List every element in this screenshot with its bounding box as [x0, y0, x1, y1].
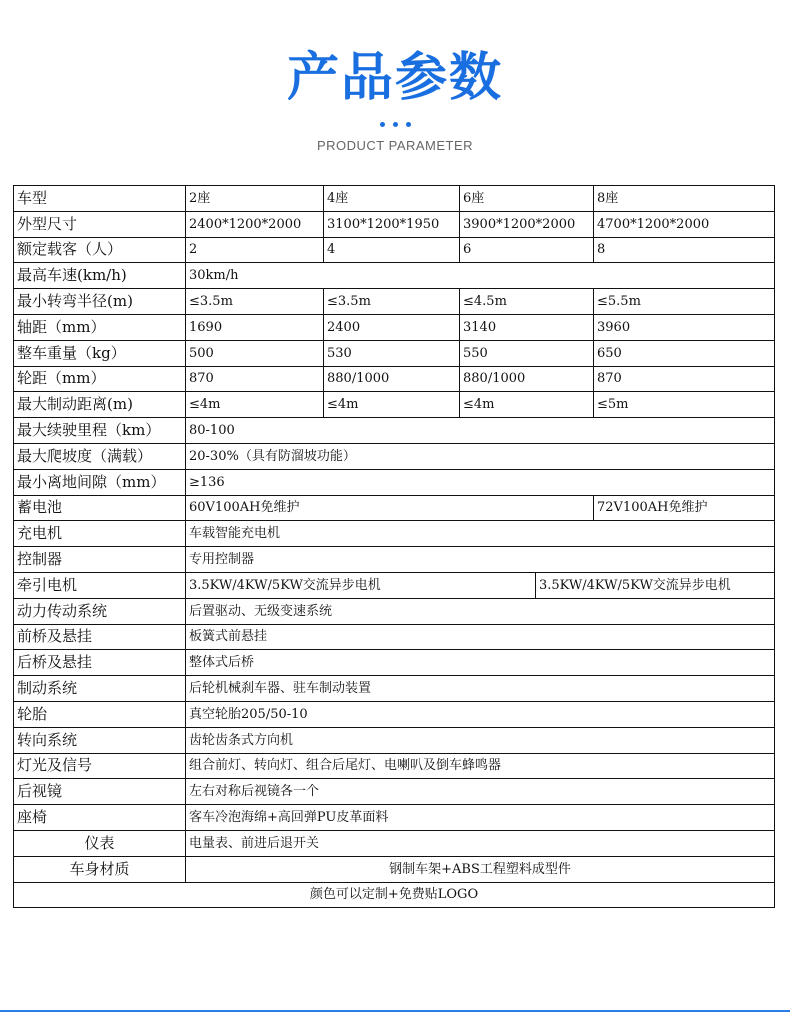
table-cell: 530 — [324, 340, 460, 366]
row-label: 最大制动距离(m) — [14, 392, 186, 418]
table-cell: 左右对称后视镜各一个 — [186, 779, 775, 805]
table-row — [14, 727, 775, 753]
spec-table — [13, 185, 775, 908]
table-cell: ≤4m — [186, 392, 324, 418]
table-cell: 880/1000 — [324, 366, 460, 392]
row-label: 车身材质 — [14, 856, 186, 882]
table-row — [14, 650, 775, 676]
bottom-divider — [0, 1010, 790, 1012]
table-cell: 电量表、前进后退开关 — [186, 830, 775, 856]
table-row — [14, 392, 775, 418]
table-cell: 后置驱动、无级变速系统 — [186, 598, 775, 624]
row-label: 整车重量（kg） — [14, 340, 186, 366]
row-label: 充电机 — [14, 521, 186, 547]
row-label: 前桥及悬挂 — [14, 624, 186, 650]
table-row — [14, 572, 775, 598]
model-6-seat: 6座 — [460, 186, 594, 212]
footer-note: 颜色可以定制+免费贴LOGO — [14, 882, 775, 908]
row-label: 转向系统 — [14, 727, 186, 753]
table-cell: 60V100AH免维护 — [186, 495, 594, 521]
table-cell: 齿轮齿条式方向机 — [186, 727, 775, 753]
table-cell: 车载智能充电机 — [186, 521, 775, 547]
table-row — [14, 753, 775, 779]
table-cell: ≤5m — [594, 392, 775, 418]
row-label: 后视镜 — [14, 779, 186, 805]
table-row — [14, 314, 775, 340]
table-cell: 4700*1200*2000 — [594, 211, 775, 237]
table-row — [14, 211, 775, 237]
table-row — [14, 289, 775, 315]
model-2-seat: 2座 — [186, 186, 324, 212]
model-8-seat: 8座 — [594, 186, 775, 212]
table-cell: 3.5KW/4KW/5KW交流异步电机 — [536, 572, 775, 598]
row-label: 外型尺寸 — [14, 211, 186, 237]
table-cell: 专用控制器 — [186, 547, 775, 573]
row-label: 最小转弯半径(m) — [14, 289, 186, 315]
table-cell: 6 — [460, 237, 594, 263]
row-label: 后桥及悬挂 — [14, 650, 186, 676]
row-label: 制动系统 — [14, 676, 186, 702]
table-row-header — [14, 186, 775, 212]
table-cell: 2400*1200*2000 — [186, 211, 324, 237]
table-cell: 整体式后桥 — [186, 650, 775, 676]
dot-icon — [380, 122, 385, 127]
page-subtitle: PRODUCT PARAMETER — [316, 138, 474, 153]
row-label: 蓄电池 — [14, 495, 186, 521]
table-cell: 3100*1200*1950 — [324, 211, 460, 237]
table-cell: 870 — [594, 366, 775, 392]
dot-icon — [406, 122, 411, 127]
row-label: 轴距（mm） — [14, 314, 186, 340]
table-cell: 880/1000 — [460, 366, 594, 392]
table-cell: ≤4m — [324, 392, 460, 418]
table-cell: 板簧式前悬挂 — [186, 624, 775, 650]
table-cell: 2400 — [324, 314, 460, 340]
table-row — [14, 676, 775, 702]
table-row — [14, 882, 775, 908]
table-row — [14, 366, 775, 392]
row-label: 最小离地间隙（mm） — [14, 469, 186, 495]
row-label: 车型 — [14, 186, 186, 212]
table-cell: 870 — [186, 366, 324, 392]
table-row — [14, 443, 775, 469]
table-row — [14, 263, 775, 289]
table-cell: ≤3.5m — [186, 289, 324, 315]
row-label: 最大续驶里程（km） — [14, 418, 186, 444]
table-row — [14, 779, 775, 805]
table-cell: 500 — [186, 340, 324, 366]
table-cell: 3.5KW/4KW/5KW交流异步电机 — [186, 572, 536, 598]
table-cell: 8 — [594, 237, 775, 263]
page-title: 产品参数 — [286, 48, 503, 108]
table-cell: ≥136 — [186, 469, 775, 495]
table-cell: ≤4.5m — [460, 289, 594, 315]
table-cell: ≤3.5m — [324, 289, 460, 315]
table-cell: 后轮机械刹车器、驻车制动装置 — [186, 676, 775, 702]
table-cell: 3140 — [460, 314, 594, 340]
table-cell: 真空轮胎205/50-10 — [186, 701, 775, 727]
row-label: 座椅 — [14, 805, 186, 831]
table-row — [14, 830, 775, 856]
row-label: 轮胎 — [14, 701, 186, 727]
table-cell: 4 — [324, 237, 460, 263]
row-label: 灯光及信号 — [14, 753, 186, 779]
table-row — [14, 237, 775, 263]
dot-icon — [393, 122, 398, 127]
table-cell: 1690 — [186, 314, 324, 340]
table-cell: ≤4m — [460, 392, 594, 418]
model-4-seat: 4座 — [324, 186, 460, 212]
table-row — [14, 598, 775, 624]
table-cell: 钢制车架+ABS工程塑料成型件 — [186, 856, 775, 882]
table-row — [14, 469, 775, 495]
row-label: 额定载客（人） — [14, 237, 186, 263]
decorative-dots — [0, 122, 790, 130]
row-label: 轮距（mm） — [14, 366, 186, 392]
row-label: 最高车速(km/h) — [14, 263, 186, 289]
row-label: 仪表 — [14, 830, 186, 856]
row-label: 最大爬坡度（满载） — [14, 443, 186, 469]
table-row — [14, 418, 775, 444]
table-cell: 客车冷泡海绵+高回弹PU皮革面料 — [186, 805, 775, 831]
table-row — [14, 521, 775, 547]
table-row — [14, 701, 775, 727]
table-row — [14, 624, 775, 650]
row-label: 牵引电机 — [14, 572, 186, 598]
table-cell: 20-30%（具有防溜坡功能） — [186, 443, 775, 469]
table-row — [14, 340, 775, 366]
table-cell: 80-100 — [186, 418, 775, 444]
table-cell: 组合前灯、转向灯、组合后尾灯、电喇叭及倒车蜂鸣器 — [186, 753, 775, 779]
table-cell: 550 — [460, 340, 594, 366]
table-row — [14, 856, 775, 882]
table-cell: 3900*1200*2000 — [460, 211, 594, 237]
table-cell: 72V100AH免维护 — [594, 495, 775, 521]
table-cell: 2 — [186, 237, 324, 263]
table-cell: 3960 — [594, 314, 775, 340]
row-label: 控制器 — [14, 547, 186, 573]
table-row — [14, 495, 775, 521]
table-cell: ≤5.5m — [594, 289, 775, 315]
row-label: 动力传动系统 — [14, 598, 186, 624]
table-cell: 650 — [594, 340, 775, 366]
table-row — [14, 547, 775, 573]
table-cell: 30km/h — [186, 263, 775, 289]
table-row — [14, 805, 775, 831]
